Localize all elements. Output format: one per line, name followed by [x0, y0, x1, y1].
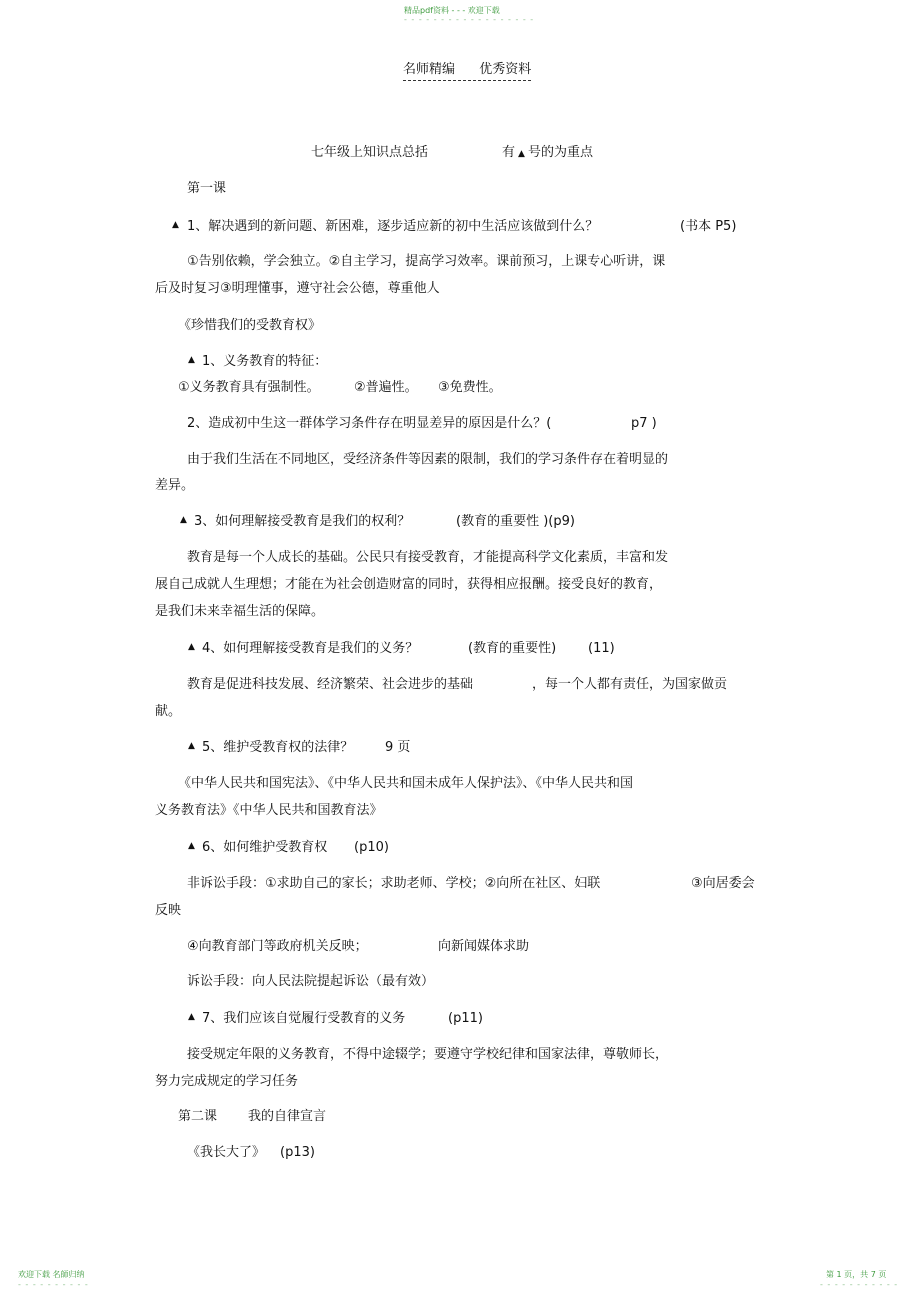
- text-line: (教育的重要性 )(p9): [456, 514, 575, 529]
- triangle-icon: ▲: [188, 741, 195, 751]
- triangle-icon: ▲: [518, 149, 525, 159]
- text-line: ②普遍性。: [354, 380, 418, 395]
- text-line: 5、维护受教育权的法律？: [202, 740, 354, 755]
- text-line: ①义务教育具有强制性。: [178, 380, 320, 395]
- text-line: ③向居委会: [691, 876, 755, 891]
- text-line: 4、如何理解接受教育是我们的义务？: [202, 641, 419, 656]
- text-line: 接受规定年限的义务教育，不得中途辍学；要遵守学校纪律和国家法律，尊敬师长，: [187, 1047, 669, 1062]
- triangle-icon: ▲: [172, 220, 179, 230]
- text-line: 我的自律宣言: [248, 1109, 327, 1124]
- page-title: 七年级上知识点总括: [311, 145, 429, 160]
- text-line: (书本 P5): [680, 219, 737, 234]
- triangle-icon: ▲: [188, 1012, 195, 1022]
- title-note: [502, 145, 593, 162]
- text-line: 教育是每一个人成长的基础。公民只有接受教育，才能提高科学文化素质，丰富和发: [187, 550, 669, 565]
- text-line: (p10): [354, 840, 389, 855]
- text-line: 诉讼手段：向人民法院提起诉讼（最有效）: [187, 974, 435, 989]
- text-line: 9 页: [385, 740, 411, 755]
- text-line: 由于我们生活在不同地区，受经济条件等因素的限制，我们的学习条件存在着明显的: [187, 452, 669, 467]
- triangle-icon: ▲: [188, 355, 195, 365]
- text-line: 1、解决遇到的新问题、新困难，逐步适应新的初中生活应该做到什么？: [187, 219, 599, 234]
- text-line: (p13): [280, 1145, 315, 1160]
- watermark-bottom-right-dots: - - - - - - - - - - -: [820, 1280, 899, 1289]
- watermark-bottom-left-dots: - - - - - - - - - -: [18, 1280, 89, 1289]
- text-line: 第一课: [187, 181, 227, 196]
- text-line: 差异。: [155, 478, 195, 493]
- text-line: 努力完成规定的学习任务: [155, 1074, 299, 1089]
- text-line: ①告别依赖，学会独立。②自主学习，提高学习效率。课前预习，上课专心听讲，课: [187, 254, 666, 269]
- text-line: (p11): [448, 1011, 483, 1026]
- text-line: 教育是促进科技发展、经济繁荣、社会进步的基础: [187, 677, 474, 692]
- text-line: 《中华人民共和国宪法》、《中华人民共和国未成年人保护法》、《中华人民共和国: [178, 776, 634, 791]
- text-line: p7 ): [631, 416, 657, 431]
- text-line: 1、义务教育的特征：: [202, 354, 328, 369]
- text-line: 《我长大了》: [187, 1145, 266, 1160]
- text-line: ④向教育部门等政府机关反映；: [187, 939, 368, 954]
- header-left: 名师精编: [403, 62, 456, 77]
- triangle-icon: ▲: [188, 642, 195, 652]
- watermark-top: 精品pdf资料 - - - 欢迎下载: [404, 6, 500, 15]
- text-line: 2、造成初中生这一群体学习条件存在明显差异的原因是什么？(: [187, 416, 552, 431]
- watermark-bottom-left: 欢迎下载 名師归纳: [18, 1270, 85, 1279]
- triangle-icon: ▲: [180, 515, 187, 525]
- text-line: 7、我们应该自觉履行受教育的义务: [202, 1011, 406, 1026]
- text-line: 是我们未来幸福生活的保障。: [155, 604, 325, 619]
- triangle-icon: ▲: [188, 841, 195, 851]
- text-line: 向新闻媒体求助: [438, 939, 530, 954]
- text-line: 展自己成就人生理想；才能在为社会创造财富的同时，获得相应报酬。接受良好的教育，: [155, 577, 663, 592]
- watermark-bottom-right: 第 1 页，共 7 页: [826, 1270, 887, 1279]
- watermark-top-dots: - - - - - - - - - - - - - - - - - -: [404, 15, 535, 24]
- header-right: 优秀资料: [479, 62, 532, 77]
- text-line: 后及时复习③明理懂事，遵守社会公德，尊重他人: [155, 281, 440, 296]
- text-line: 献。: [155, 704, 182, 719]
- title-note-suffix: 号的为重点: [527, 145, 593, 160]
- title-note-prefix: 有: [502, 145, 516, 160]
- text-line: 3、如何理解接受教育是我们的权利？: [194, 514, 411, 529]
- text-line: 义务教育法》《中华人民共和国教育法》: [155, 803, 383, 818]
- text-line: 非诉讼手段：①求助自己的家长；求助老师、学校；②向所在社区、妇联: [187, 876, 601, 891]
- page-header: [403, 62, 531, 81]
- text-line: (教育的重要性): [468, 641, 557, 656]
- text-line: ③免费性。: [438, 380, 502, 395]
- text-line: (11): [588, 641, 615, 656]
- text-line: ，每一个人都有责任，为国家做贡: [532, 677, 728, 692]
- text-line: 第二课: [178, 1109, 218, 1124]
- text-line: 反映: [155, 903, 182, 918]
- text-line: 《珍惜我们的受教育权》: [178, 318, 322, 333]
- text-line: 6、如何维护受教育权: [202, 840, 328, 855]
